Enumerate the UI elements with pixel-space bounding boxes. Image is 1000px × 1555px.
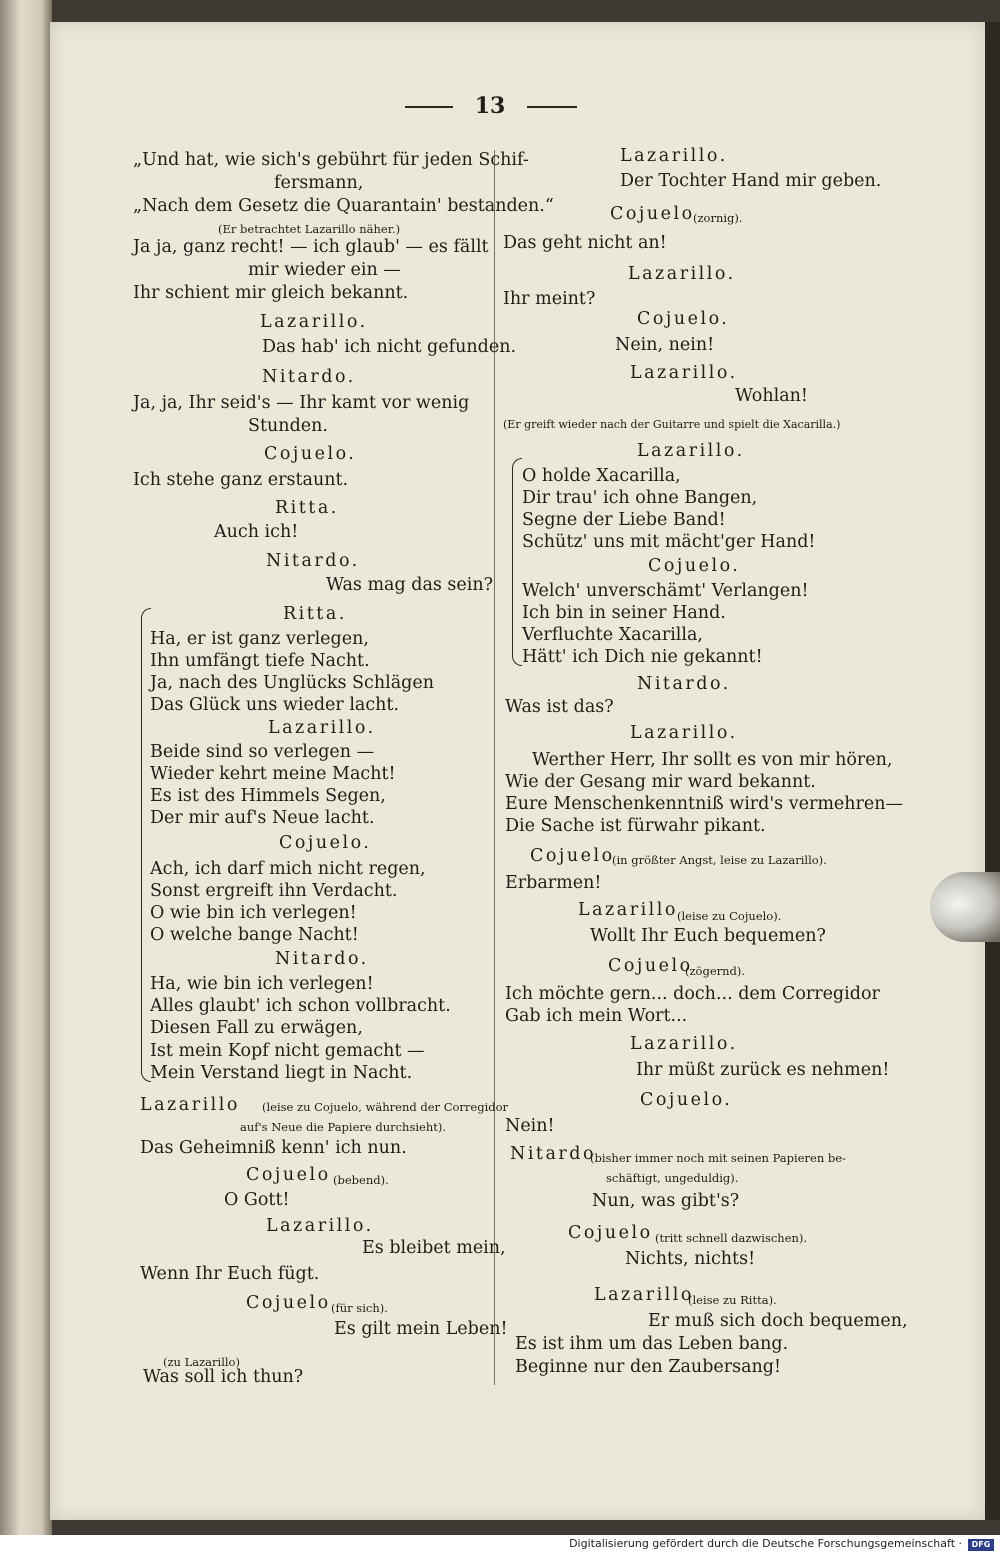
dfg-logo-icon: DFG — [968, 1539, 994, 1551]
stage-direction: schäftigt, ungeduldig). — [606, 1171, 739, 1185]
speaker-name: Lazarillo. — [628, 264, 736, 284]
verse-line: Ich möchte gern... doch... dem Corregidor — [505, 984, 880, 1004]
verse-line: Verfluchte Xacarilla, — [522, 625, 703, 645]
verse-line: Schütz' uns mit mächt'ger Hand! — [522, 532, 816, 552]
stage-direction: auf's Neue die Papiere durchsieht). — [240, 1120, 447, 1134]
speaker-name: Ritta. — [275, 498, 339, 518]
verse-line: Dir trau' ich ohne Bangen, — [522, 488, 758, 508]
verse-line: „Und hat, wie sich's gebührt für jeden Schif- — [133, 150, 529, 170]
verse-line: Nichts, nichts! — [625, 1249, 756, 1269]
verse-line: Ja, nach des Unglücks Schlägen — [150, 673, 434, 693]
page-number: 13 — [474, 93, 506, 119]
verse-line: Ha, er ist ganz verlegen, — [150, 629, 369, 649]
verse-line: Was mag das sein? — [326, 575, 494, 595]
verse-line: Wieder kehrt meine Macht! — [150, 764, 396, 784]
speaker-name: Nitardo. — [266, 551, 360, 571]
stage-direction: (zögernd). — [685, 964, 746, 978]
verse-line: Nein, nein! — [615, 335, 715, 355]
verse-line: Ihn umfängt tiefe Nacht. — [150, 651, 370, 671]
stage-direction: (zornig). — [693, 211, 743, 225]
verse-line: O welche bange Nacht! — [150, 925, 359, 945]
stage-direction: (für sich). — [331, 1301, 388, 1315]
stage-direction: (in größter Angst, leise zu Lazarillo). — [612, 853, 827, 867]
verse-line: Beginne nur den Zaubersang! — [515, 1357, 782, 1377]
speaker-name: Lazarillo — [140, 1095, 240, 1115]
verse-line: Nein! — [505, 1116, 555, 1136]
speaker-name: Cojuelo. — [640, 1090, 733, 1110]
speaker-name: Cojuelo — [610, 204, 695, 224]
verse-line: Wenn Ihr Euch fügt. — [140, 1264, 320, 1284]
verse-line: Werther Herr, Ihr sollt es von mir hören, — [532, 750, 893, 770]
speaker-name: Cojuelo — [568, 1223, 653, 1243]
verse-line: Nun, was gibt's? — [592, 1191, 740, 1211]
verse-line: Gab ich mein Wort... — [505, 1006, 688, 1026]
ensemble-bracket-right — [512, 458, 522, 666]
speaker-name: Cojuelo. — [648, 556, 741, 576]
verse-line: Wollt Ihr Euch bequemen? — [590, 926, 826, 946]
footer-bar — [0, 1535, 1000, 1555]
verse-line: Welch' unverschämt' Verlangen! — [522, 581, 809, 601]
verse-line: fersmann, — [274, 173, 364, 193]
verse-line: Wie der Gesang mir ward bekannt. — [505, 772, 816, 792]
speaker-name: Lazarillo. — [268, 718, 376, 738]
speaker-name: Cojuelo. — [279, 833, 372, 853]
verse-line: Er muß sich doch bequemen, — [648, 1311, 908, 1331]
speaker-name: Nitardo. — [637, 674, 731, 694]
verse-line: Die Sache ist fürwahr pikant. — [505, 816, 766, 836]
speaker-name: Lazarillo. — [266, 1216, 374, 1236]
speaker-name: Lazarillo — [578, 900, 678, 920]
verse-line: Mein Verstand liegt in Nacht. — [150, 1063, 413, 1083]
verse-line: Der mir auf's Neue lacht. — [150, 808, 375, 828]
speaker-name: Cojuelo — [530, 846, 615, 866]
verse-line: Ha, wie bin ich verlegen! — [150, 974, 374, 994]
speaker-name: Lazarillo — [594, 1285, 694, 1305]
speaker-name: Ritta. — [283, 604, 347, 624]
speaker-name: Nitardo — [510, 1144, 596, 1164]
verse-line: O wie bin ich verlegen! — [150, 903, 357, 923]
speaker-name: Nitardo. — [275, 949, 369, 969]
verse-line: Auch ich! — [214, 522, 299, 542]
verse-line: Ich stehe ganz erstaunt. — [133, 470, 349, 490]
speaker-name: Lazarillo. — [260, 312, 368, 332]
verse-line: Eure Menschenkenntniß wird's vermehren— — [505, 794, 904, 814]
speaker-name: Lazarillo. — [620, 146, 728, 166]
speaker-name: Cojuelo — [246, 1165, 331, 1185]
verse-line: Was soll ich thun? — [143, 1367, 304, 1387]
speaker-name: Lazarillo. — [630, 723, 738, 743]
verse-line: Ja ja, ganz recht! — ich glaub' — es fällt — [133, 237, 489, 257]
verse-line: Beide sind so verlegen — — [150, 742, 375, 762]
page-number-dash-right — [527, 106, 577, 108]
verse-line: Ihr müßt zurück es nehmen! — [636, 1060, 890, 1080]
verse-line: Das geht nicht an! — [503, 233, 667, 253]
verse-line: Ach, ich darf mich nicht regen, — [150, 859, 426, 879]
verse-line: Es ist ihm um das Leben bang. — [515, 1334, 789, 1354]
verse-line: Sonst ergreift ihn Verdacht. — [150, 881, 398, 901]
stage-direction: (tritt schnell dazwischen). — [655, 1231, 808, 1245]
verse-line: Das Geheimniß kenn' ich nun. — [140, 1138, 407, 1158]
paper-clip — [930, 872, 1000, 942]
speaker-name: Cojuelo — [608, 956, 693, 976]
verse-line: Der Tochter Hand mir geben. — [620, 171, 882, 191]
verse-line: Stunden. — [248, 416, 328, 436]
stage-direction: (zu Lazarillo) — [163, 1355, 240, 1369]
previous-page-edge — [0, 0, 52, 1535]
verse-line: O Gott! — [224, 1190, 290, 1210]
stage-direction: (leise zu Cojuelo, während der Corregidor — [262, 1100, 509, 1114]
verse-line: Was ist das? — [505, 697, 614, 717]
verse-line: O holde Xacarilla, — [522, 466, 681, 486]
verse-line: Ist mein Kopf nicht gemacht — — [150, 1041, 425, 1061]
stage-direction: (bebend). — [333, 1173, 389, 1187]
stage-direction: (bisher immer noch mit seinen Papieren be- — [590, 1151, 846, 1165]
verse-line: mir wieder ein — — [248, 260, 401, 280]
stage-direction: (Er greift wieder nach der Guitarre und spielt die Xacarilla.) — [503, 418, 841, 431]
speaker-name: Lazarillo. — [637, 441, 745, 461]
stage-direction: (leise zu Ritta). — [688, 1293, 777, 1307]
speaker-name: Cojuelo — [246, 1293, 331, 1313]
verse-line: Diesen Fall zu erwägen, — [150, 1018, 363, 1038]
verse-line: Das Glück uns wieder lacht. — [150, 695, 400, 715]
verse-line: Ja, ja, Ihr seid's — Ihr kamt vor wenig — [133, 393, 470, 413]
verse-line: Segne der Liebe Band! — [522, 510, 726, 530]
verse-line: Wohlan! — [735, 386, 808, 406]
stage-direction: (Er betrachtet Lazarillo näher.) — [218, 222, 401, 236]
stage-direction: (leise zu Cojuelo). — [677, 909, 782, 923]
verse-line: Alles glaubt' ich schon vollbracht. — [150, 996, 451, 1016]
verse-line: Ich bin in seiner Hand. — [522, 603, 726, 623]
verse-line: Es ist des Himmels Segen, — [150, 786, 386, 806]
verse-line: „Nach dem Gesetz die Quarantain' bestanden.“ — [133, 196, 554, 216]
digitization-credit: Digitalisierung gefördert durch die Deutsche Forschungsgemeinschaft · — [569, 1537, 962, 1550]
speaker-name: Lazarillo. — [630, 363, 738, 383]
verse-line: Es bleibet mein, — [362, 1238, 506, 1258]
speaker-name: Lazarillo. — [630, 1034, 738, 1054]
binding-edge — [985, 22, 1000, 1520]
verse-line: Ihr schient mir gleich bekannt. — [133, 283, 409, 303]
speaker-name: Cojuelo. — [637, 309, 730, 329]
speaker-name: Cojuelo. — [264, 444, 357, 464]
verse-line: Hätt' ich Dich nie gekannt! — [522, 647, 763, 667]
verse-line: Das hab' ich nicht gefunden. — [262, 337, 517, 357]
verse-line: Erbarmen! — [505, 873, 602, 893]
speaker-name: Nitardo. — [262, 367, 356, 387]
verse-line: Es gilt mein Leben! — [334, 1319, 508, 1339]
verse-line: Ihr meint? — [503, 289, 596, 309]
